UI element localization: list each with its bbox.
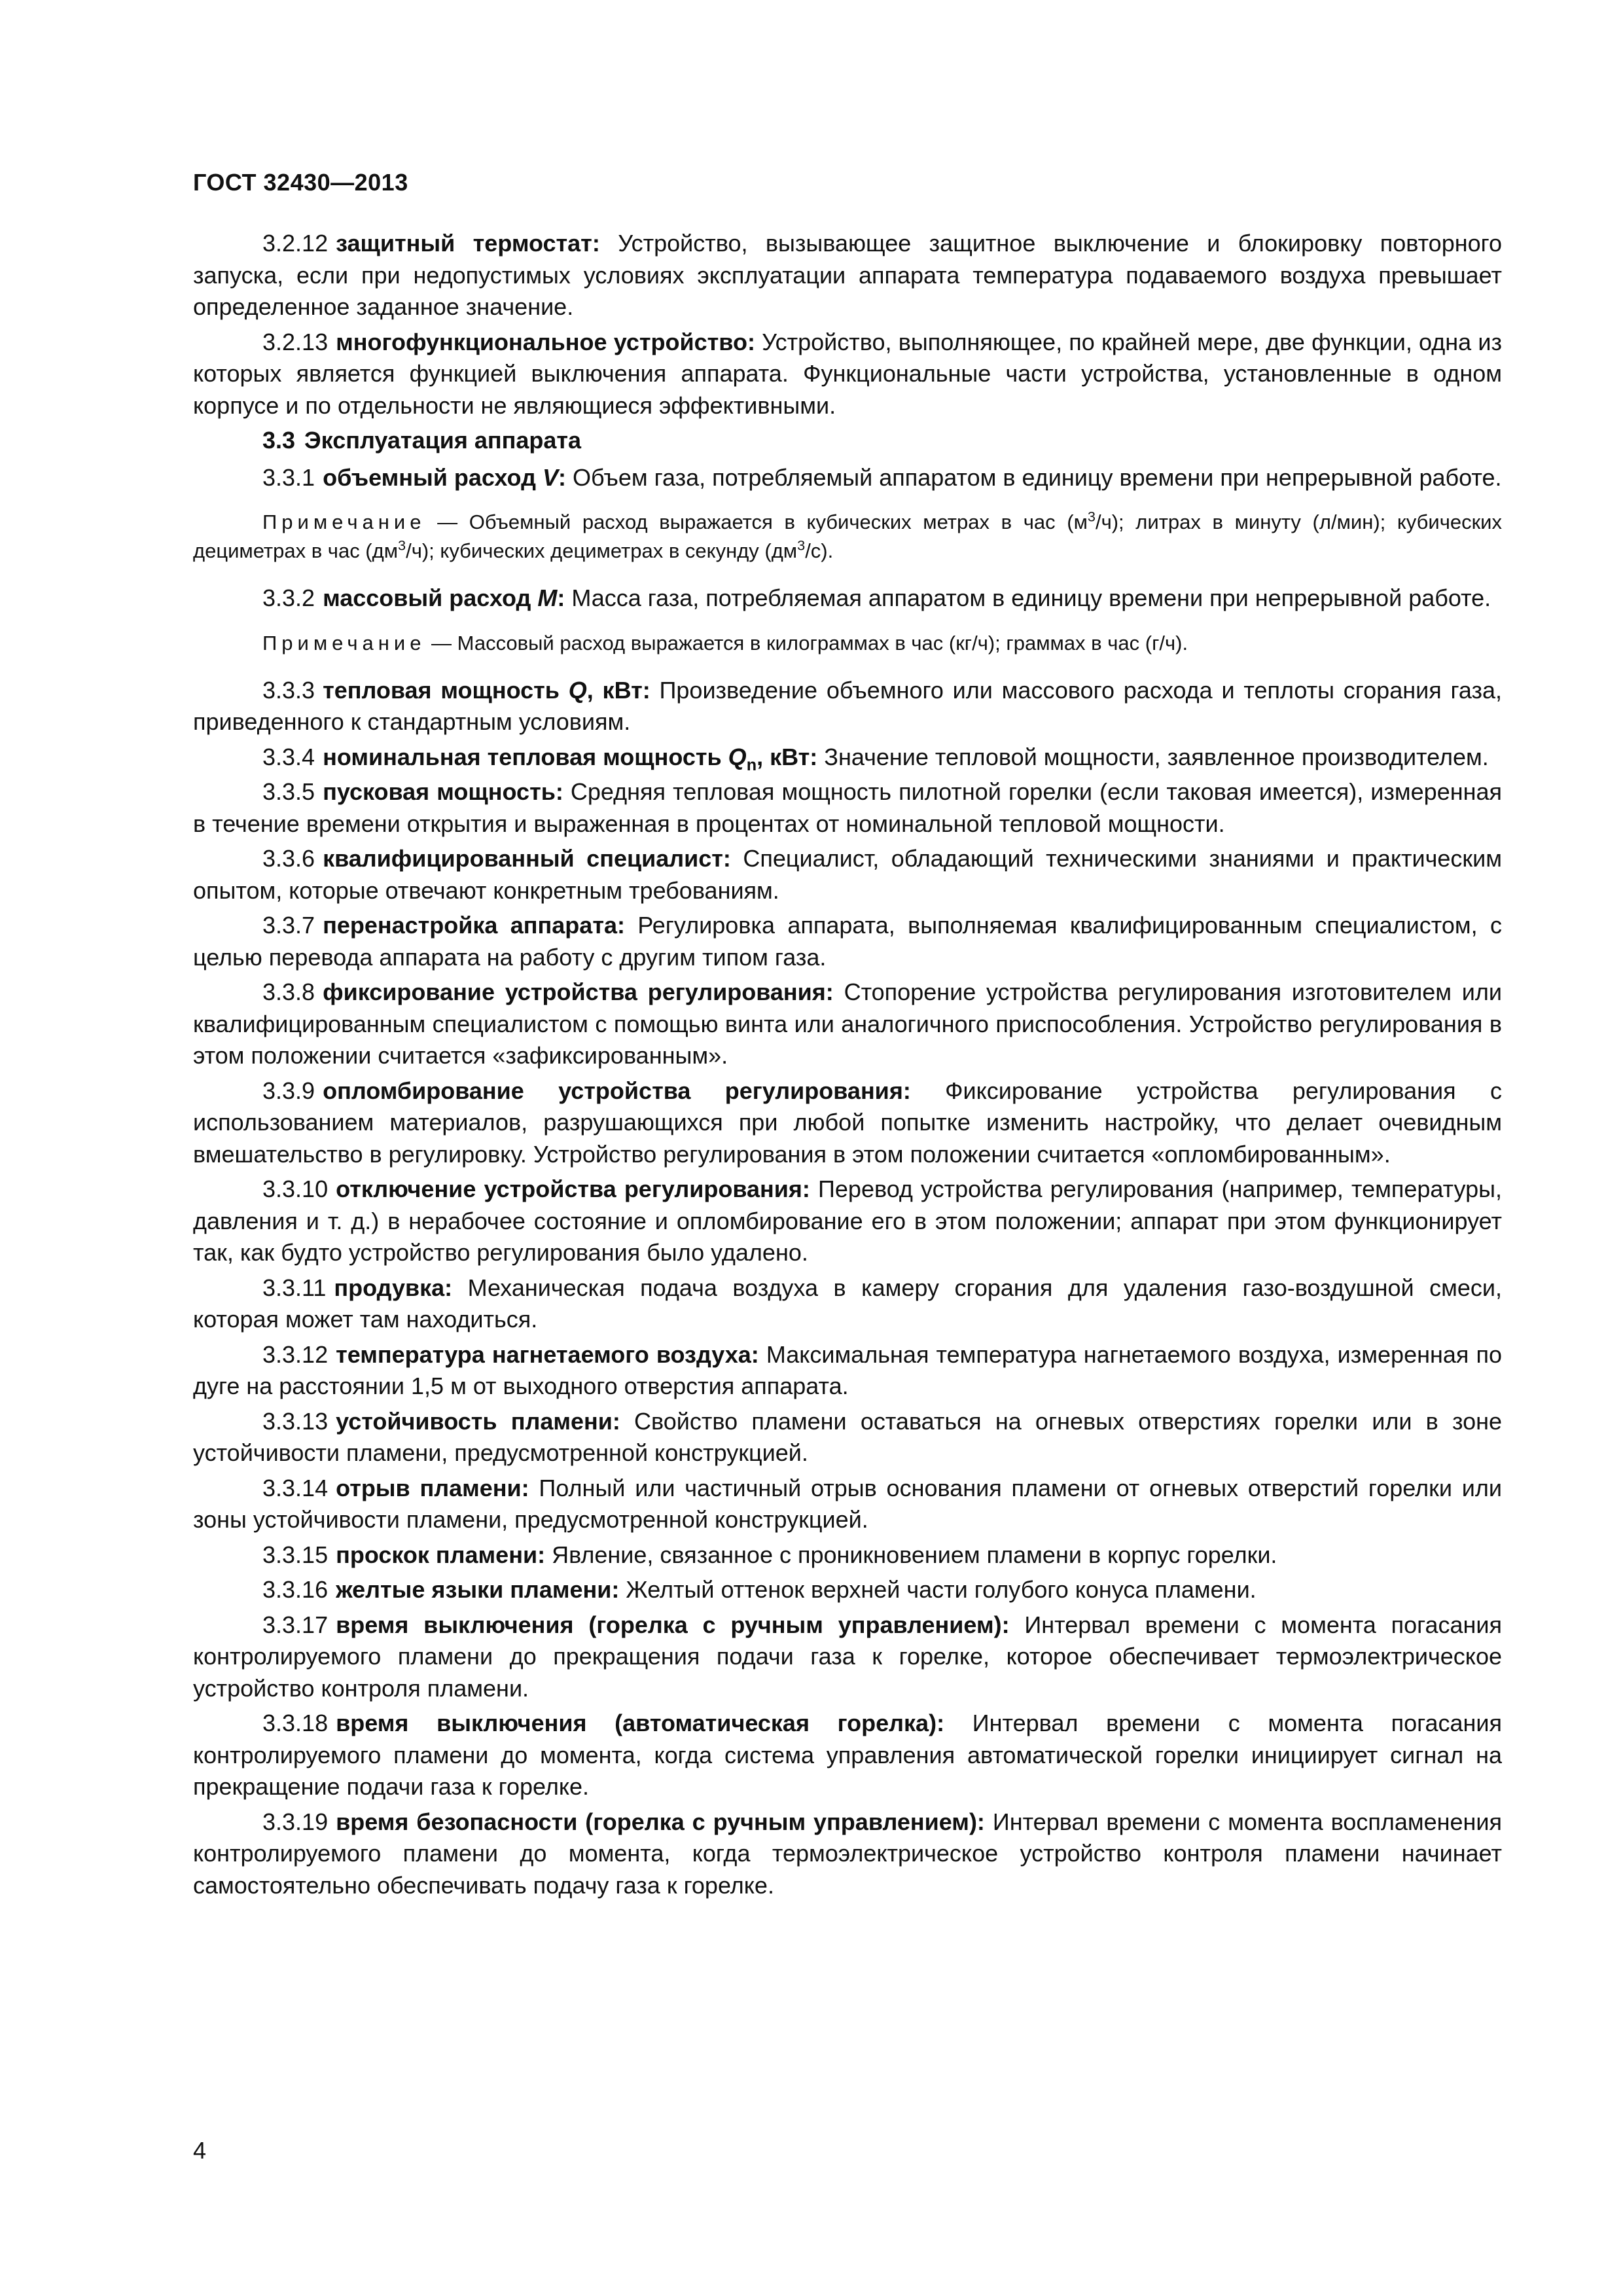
note-text: /с). [805,539,834,562]
definition-3-2-12 [193,228,1502,323]
clause-number: 3.3.17 [262,1611,329,1638]
superscript: 3 [1087,508,1096,525]
term-symbol: M [537,584,558,611]
note-text: /ч); кубических дециметрах в секунду (дм [406,539,798,562]
clause-number: 3.3.1 [262,463,315,491]
definition-text: Перевод устройства регулирования (например, температуры, давления и т. д.) в нерабочее состояние и опломбирование его в этом положении; аппарат при этом функционирует так, как будто устройство регулирования было удалено. [193,1175,1503,1266]
clause-number: 3.3.15 [262,1541,329,1568]
definition-text: Устройство, выполняющее, по крайней мере, две функции, одна из которых является функцией выключения аппарата. Функциональные части устройства, установленные в одном корпусе и по отдельности не являющиеся эффективными. [193,328,1503,419]
definition-3-2-13 [193,327,1502,422]
body-text [193,228,1502,1905]
definition-text: Масса газа, потребляемая аппаратом в единицу времени при непрерывной работе. [565,584,1491,611]
definition-text: Свойство пламени оставаться на огневых отверстиях горелки или в зоне устойчивости пламени, предусмотренной конструкцией. [193,1407,1502,1466]
term: время выключения (горелка с ручным управлением): [336,1611,1010,1638]
definition-text: Желтый оттенок верхней части голубого конуса пламени. [619,1576,1257,1603]
clause-number: 3.2.13 [262,328,329,355]
clause-number: 3.3.10 [262,1175,329,1202]
definition-3-3-6 [193,843,1502,906]
definition-3-3-16 [193,1574,1502,1606]
term [323,677,651,704]
clause-number: 3.3.2 [262,584,315,611]
page-number: 4 [193,2137,207,2164]
clause-number: 3.3.4 [262,743,315,770]
section-title: Эксплуатация аппарата [304,427,582,454]
definition-text: Интервал времени с момента погасания контролируемого пламени до прекращения подачи газа к горелке, которое обеспечивает термоэлектрическое устройство контроля пламени. [193,1611,1502,1702]
clause-number: 3.3.12 [262,1340,329,1368]
definition-3-3-1 [193,462,1502,494]
document-code-header: ГОСТ 32430—2013 [193,169,408,196]
term: опломбирование устройства регулирования: [323,1077,911,1104]
definition-3-3-19 [193,1806,1502,1902]
clause-number: 3.3.5 [262,778,315,805]
clause-number: 3.2.12 [262,230,329,257]
clause-number: 3.3.14 [262,1474,329,1501]
clause-number: 3.3.6 [262,845,315,872]
section-number: 3.3 [262,427,296,454]
note-label: Примечание [262,631,426,655]
definition-text: Интервал времени с момента погасания контролируемого пламени до момента, когда система управления автоматической горелки инициирует сигнал на прекращение подачи газа к горелке. [193,1710,1503,1800]
term-words: массовый расход [323,584,538,611]
definition-text: Полный или частичный отрыв основания пламени от огневых отверстий горелки или зоны устойчивости пламени, предусмотренной конструкцией. [193,1474,1503,1533]
definition-text: Стопорение устройства регулирования изготовителем или квалифицированным специалистом с помощью винта или аналогичного приспособления. Устройство регулирования в этом положении считается «зафиксированным». [193,978,1503,1069]
definition-text: Фиксирование устройства регулирования с использованием материалов, разрушающихся при любой попытке изменить настройку, что делает очевидным вмешательство в регулировку. Устройство регулирования в этом положении считается «опломбированным». [193,1077,1502,1168]
definition-text: Специалист, обладающий техническими знаниями и практическим опытом, которые отвечают конкретным требованиям. [193,845,1502,904]
note-text: /ч); литрах в минуту (л/мин); кубических дециметрах в час (дм [193,511,1502,562]
definition-text: Произведение объемного или массового расхода и теплоты сгорания газа, приведенного к стандартным условиям. [193,676,1502,735]
term-symbol: Q [728,743,747,770]
definition-3-3-2 [193,583,1502,615]
section-heading-3-3 [193,425,1502,457]
definition-text: Значение тепловой мощности, заявленное производителем. [817,743,1489,770]
clause-number: 3.3.19 [262,1808,329,1835]
clause-number: 3.3.7 [262,912,315,939]
term [323,743,818,774]
definition-3-3-12 [193,1339,1502,1403]
note-volume-flow [193,508,1502,565]
term-colon: : [558,463,566,491]
term: температура нагнетаемого воздуха: [336,1340,759,1368]
definition-3-3-5 [193,776,1502,840]
clause-number: 3.3.3 [262,676,315,704]
term: продувка: [334,1274,453,1301]
term: отрыв пламени: [336,1474,529,1501]
term: время безопасности (горелка с ручным управлением): [336,1808,985,1835]
definition-3-3-15 [193,1539,1502,1571]
term: пусковая мощность: [323,778,563,805]
definition-3-3-17 [193,1609,1502,1705]
term-symbol: V [542,463,558,491]
term: желтые языки пламени: [336,1576,620,1603]
clause-number: 3.3.11 [262,1274,327,1301]
definition-3-3-18 [193,1708,1502,1803]
superscript: 3 [398,537,406,554]
term-words: объемный расход [323,463,543,491]
note-mass-flow [193,629,1502,658]
term-unit: , кВт: [586,676,651,704]
term: отключение устройства регулирования: [336,1175,810,1202]
term: многофункциональное устройство: [336,328,755,355]
term: перенастройка аппарата: [323,912,625,939]
term: проскок пламени: [336,1541,546,1568]
term: время выключения (автоматическая горелка): [336,1710,945,1736]
note-label: Примечание [262,511,426,533]
definition-text: Устройство, вызывающее защитное выключение и блокировку повторного запуска, если при недопустимых условиях эксплуатации аппарата температура подаваемого воздуха превышает определенное заданное значение. [193,230,1502,320]
term-words: тепловая мощность [323,676,569,704]
term [323,584,565,611]
definition-3-3-11 [193,1272,1502,1336]
clause-number: 3.3.18 [262,1710,329,1736]
definition-text: Регулировка аппарата, выполняемая квалифицированным специалистом, с целью перевода аппарата на работу с другим типом газа. [193,912,1503,971]
note-text: — Массовый расход выражается в килограммах в час (кг/ч); граммах в час (г/ч). [425,631,1188,655]
term [323,464,566,491]
term: фиксирование устройства регулирования: [323,978,834,1005]
term-colon: : [557,584,565,611]
definition-text: Явление, связанное с проникновением пламени в корпус горелки. [545,1541,1277,1568]
definition-3-3-9 [193,1075,1502,1171]
note-text: — Объемный расход выражается в кубических метрах в час (м [425,511,1088,533]
superscript: 3 [797,537,806,554]
term: устойчивость пламени: [336,1407,620,1435]
term: защитный термостат: [336,230,600,257]
term-symbol: Q [568,676,587,704]
definition-text: Средняя тепловая мощность пилотной горелки (если таковая имеется), измеренная в течение времени открытия и выраженная в процентах от номинальной тепловой мощности. [193,778,1502,837]
clause-number: 3.3.13 [262,1407,329,1435]
clause-number: 3.3.9 [262,1077,315,1104]
definition-3-3-14 [193,1473,1502,1536]
definition-text: Максимальная температура нагнетаемого воздуха, измеренная по дуге на расстоянии 1,5 м от выходного отверстия аппарата. [193,1340,1502,1399]
definition-3-3-4 [193,742,1502,774]
definition-text: Объем газа, потребляемый аппаратом в единицу времени при непрерывной работе. [565,463,1502,491]
definition-3-3-3 [193,675,1502,738]
definition-3-3-7 [193,910,1502,973]
subscript: n [746,755,757,774]
term-words: номинальная тепловая мощность [323,743,728,770]
term-unit: , кВт: [757,743,818,770]
term: квалифицированный специалист: [323,845,731,872]
definition-3-3-10 [193,1174,1502,1269]
clause-number: 3.3.16 [262,1576,329,1603]
definition-3-3-8 [193,977,1502,1072]
definition-text: Механическая подача воздуха в камеру сгорания для удаления газо-воздушной смеси, которая может там находиться. [193,1274,1502,1333]
definition-3-3-13 [193,1406,1502,1469]
clause-number: 3.3.8 [262,978,315,1005]
definition-text: Интервал времени с момента воспламенения контролируемого пламени до момента, когда термоэлектрическое устройство контроля пламени начинает самостоятельно обеспечивать подачу газа к горелке. [193,1808,1502,1899]
